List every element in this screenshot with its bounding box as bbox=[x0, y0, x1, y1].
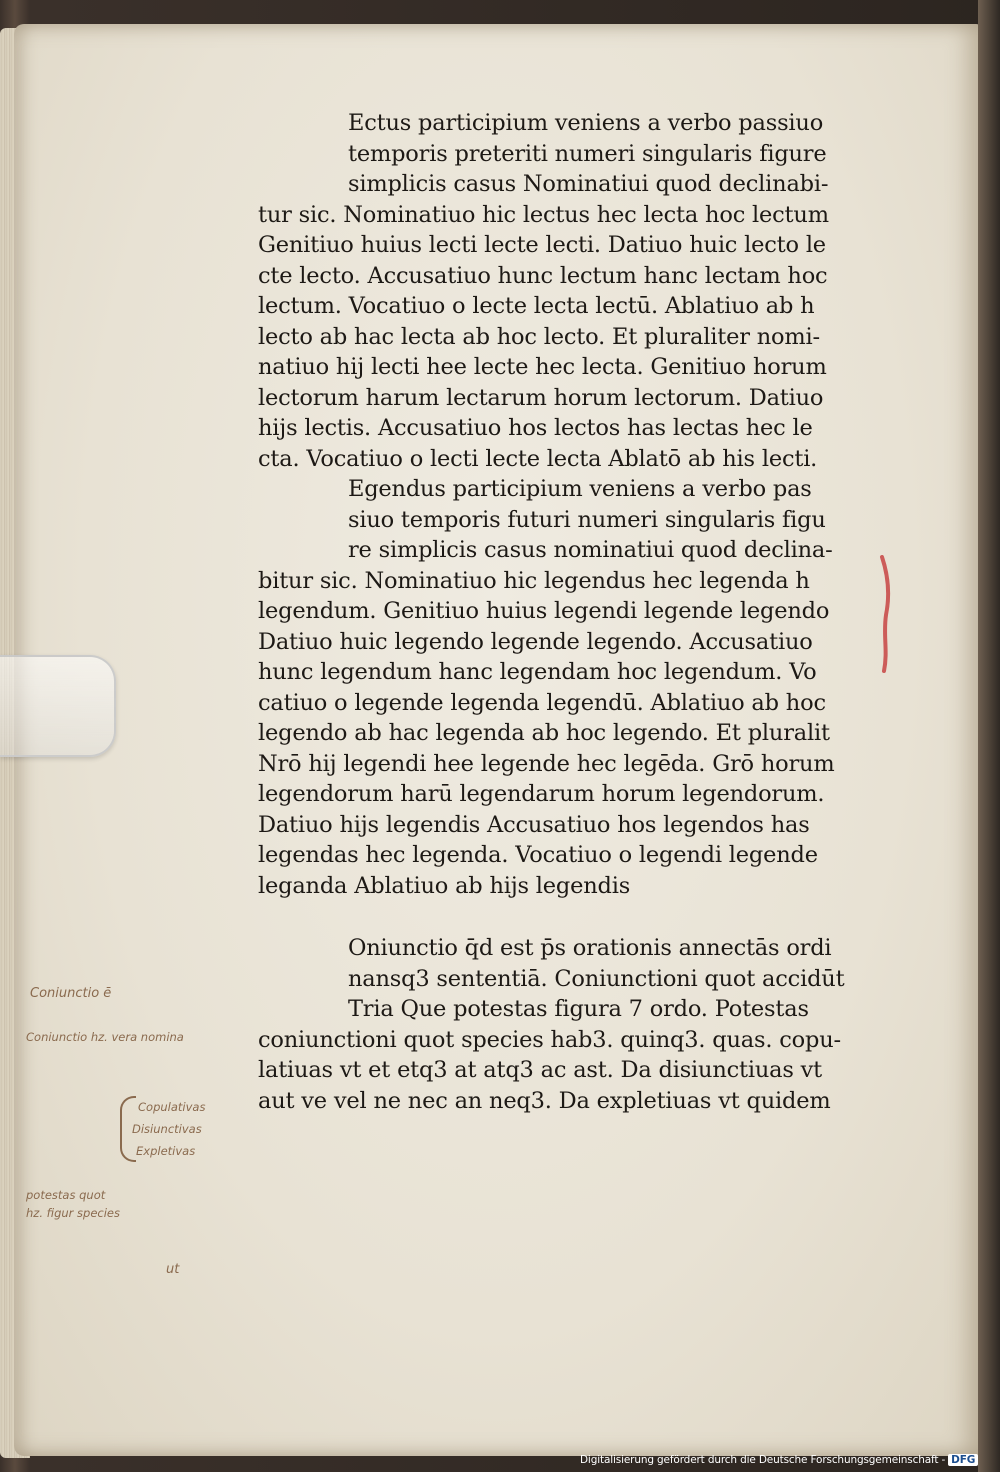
footer-credit-text: Digitalisierung gefördert durch die Deutsche Forschungsgemeinschaft - bbox=[580, 1454, 946, 1466]
text-line: Egendus participium veniens a verbo pas bbox=[348, 476, 812, 502]
marginal-note: Coniunctio ē bbox=[30, 986, 112, 1001]
text-line: legendum. Genitiuo huius legendi legende legendo bbox=[258, 598, 830, 624]
text-line: Datiuo huic legendo legende legendo. Accusatiuo bbox=[258, 628, 813, 655]
text-line: legendas hec legenda. Vocatiuo o legendi legende bbox=[258, 842, 818, 868]
paragraph-gap bbox=[258, 901, 890, 933]
text-line: Tria Que potestas figura 7 ordo. Potestas bbox=[348, 996, 809, 1022]
text-line: cta. Vocatiuo o lecti lecte lecta Ablatō ab his lecti. bbox=[258, 445, 818, 472]
book-gutter bbox=[978, 0, 1000, 1472]
marginal-note: ut bbox=[166, 1262, 180, 1277]
text-line: tur sic. Nominatiuo hic lectus hec lecta hoc lectum bbox=[258, 201, 829, 228]
footer-credit bbox=[580, 1454, 978, 1466]
text-line: latiuas vt et etq3 at atq3 ac ast. Da disiunctiuas vt bbox=[258, 1057, 823, 1083]
text-line: re simplicis casus nominatiui quod declina- bbox=[348, 537, 833, 563]
marginal-note: Disiunctivas bbox=[132, 1122, 202, 1136]
text-line: Genitiuo huius lecti lecte lecti. Datiuo huic lecto le bbox=[258, 232, 826, 258]
text-line: catiuo o legende legenda legendū. Ablatiuo ab hoc bbox=[258, 689, 826, 716]
text-line: bitur sic. Nominatiuo hic legendus hec legenda h bbox=[258, 567, 810, 594]
text-line: temporis preteriti numeri singularis figure bbox=[348, 140, 827, 167]
text-line: Oniunctio q̄d est p̄s orationis annectās ordi bbox=[348, 935, 832, 961]
marginal-note: Coniunctio hz. vera nomina bbox=[26, 1030, 184, 1044]
text-line: Ectus participium veniens a verbo passiuo bbox=[348, 110, 824, 136]
text-line: Nrō hij legendi hee legende hec legēda. Grō horum bbox=[258, 750, 835, 777]
text-line: lectorum harum lectarum horum lectorum. Datiuo bbox=[258, 384, 824, 411]
text-line: legendorum harū legendarum horum legendorum. bbox=[258, 781, 825, 807]
red-margin-mark bbox=[876, 555, 892, 673]
marginal-note: potestas quot bbox=[26, 1188, 106, 1202]
text-line: aut ve vel ne nec an neq3. Da expletiuas vt quidem bbox=[258, 1087, 831, 1114]
printed-text bbox=[258, 108, 890, 1116]
page-clip bbox=[0, 655, 116, 757]
text-line: legendo ab hac legenda ab hoc legendo. Et pluralit bbox=[258, 720, 830, 746]
text-line: leganda Ablatiuo ab hijs legendis bbox=[258, 872, 631, 899]
text-line: hijs lectis. Accusatiuo hos lectos has lectas hec le bbox=[258, 415, 813, 441]
text-line: lecto ab hac lecta ab hoc lecto. Et pluraliter nomi- bbox=[258, 323, 820, 350]
text-line: cte lecto. Accusatiuo hunc lectum hanc lectam hoc bbox=[258, 262, 828, 289]
text-line: coniunctioni quot species hab3. quinq3. quas. copu- bbox=[258, 1026, 841, 1053]
text-line: hunc legendum hanc legendam hoc legendum. Vo bbox=[258, 659, 817, 685]
text-line: natiuo hij lecti hee lecte hec lecta. Genitiuo horum bbox=[258, 354, 827, 380]
text-line: lectum. Vocatiuo o lecte lecta lectū. Ablatiuo ab h bbox=[258, 293, 815, 319]
text-line: Datiuo hijs legendis Accusatiuo hos legendos has bbox=[258, 811, 810, 838]
dfg-logo: DFG bbox=[948, 1454, 978, 1466]
text-line: simplicis casus Nominatiui quod declinabi- bbox=[348, 171, 829, 197]
text-line: siuo temporis futuri numeri singularis figu bbox=[348, 506, 826, 533]
marginal-note: hz. figur species bbox=[26, 1206, 120, 1220]
marginal-note: Copulativas bbox=[138, 1100, 206, 1114]
marginal-note: Expletivas bbox=[136, 1144, 196, 1158]
text-line: nansq3 sententiā. Coniunctioni quot accidūt bbox=[348, 965, 845, 992]
